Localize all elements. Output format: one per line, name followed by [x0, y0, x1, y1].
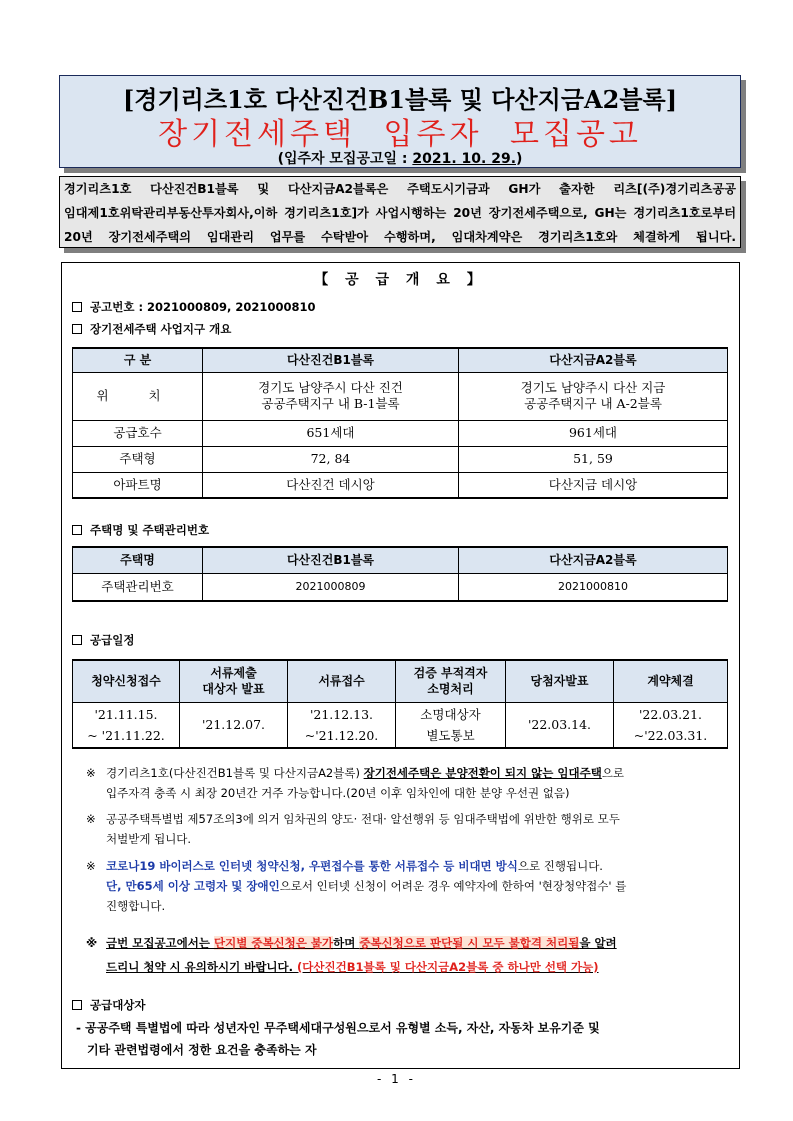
cell-verification: 소명대상자 별도통보: [396, 702, 506, 748]
note-2: ※ 공공주택특별법 제57조의3에 의거 임차권의 양도· 전대· 알선행위 등 임대주택법에 위반한 행위로 모두 처벌받게 됩니다.: [86, 809, 736, 849]
checkbox-square-icon: [72, 324, 82, 334]
row-label: 공급호수: [73, 420, 203, 446]
note-3: ※ 코로나19 바이러스로 인터넷 청약신청, 우편접수를 통한 서류접수 등 비대면 방식으로 진행됩니다. 단, 만65세 이상 고령자 및 장애인으로서 인터넷 신청이 어려운 경우 예약자에 한하여 '현장청약접수' 를 진행합니다.: [86, 856, 736, 916]
cell-doc-target: '21.12.07.: [180, 702, 288, 748]
intro-line-2: 임대제1호위탁관리부동산투자회사,이하 경기리츠1호]가 사업시행하는 20년 장기전세주택으로, GH는 경기리츠1호로부터: [64, 206, 736, 220]
supply-overview-box: [61, 262, 740, 1069]
highlight-no-conversion: 장기전세주택은 분양전환이 되지 않는 임대주택: [363, 766, 602, 780]
table-row: [73, 573, 728, 601]
note-bold-mark: ※: [86, 936, 98, 950]
row-label: 위 치: [73, 372, 203, 420]
cell-location-b1: 경기도 남양주시 다산 진건 공공주택지구 내 B-1블록: [203, 372, 459, 420]
table-row: [73, 702, 728, 748]
cell-id-a2: 2021000810: [459, 573, 728, 601]
title-line-2: 장기전세주택 입주자 모집공고: [158, 117, 642, 152]
overview-heading: 【 공 급 개 요 】: [314, 272, 487, 288]
section-title-project-overview: 장기전세주택 사업지구 개요: [72, 321, 231, 337]
section-title-schedule: 공급일정: [72, 632, 134, 648]
house-management-table: [72, 546, 728, 602]
row-label: 아파트명: [73, 472, 203, 498]
target-description: - 공공주택 특별법에 따라 성년자인 무주택세대구성원으로서 유형별 소득, 자산, 자동차 보유기준 및 기타 관련법령에서 정한 요건을 충족하는 자: [76, 1021, 600, 1057]
note-mark: ※: [86, 766, 96, 780]
table-header: 서류제출 대상자 발표: [180, 660, 288, 702]
intro-line-1: 경기리츠1호 다산진건B1블록 및 다산지금A2블록은 주택도시기금과 GH가 출자한 리츠[(주)경기리츠공공: [64, 182, 736, 196]
section-title-target: 공급대상자: [72, 997, 146, 1013]
highlight-elderly: 단, 만65세 이상 고령자 및 장애인: [106, 879, 280, 893]
cell-type-b1: 72, 84: [203, 446, 459, 472]
table-header: 다산지금A2블록: [459, 348, 728, 372]
cell-units-b1: 651세대: [203, 420, 459, 446]
section-title-house-id: 주택명 및 주택관리번호: [72, 522, 209, 538]
checkbox-square-icon: [72, 1000, 82, 1010]
highlight-disqualify: 중복신청으로 판단될 시 모두 불합격 처리됨: [359, 936, 580, 950]
date-prefix: (입주자 모집공고일 :: [277, 151, 413, 167]
title-line-1: [경기리츠1호 다산진건B1블록 및 다산지금A2블록]: [122, 85, 678, 114]
cell-apt-b1: 다산진건 데시앙: [203, 472, 459, 498]
table-row: [73, 420, 728, 446]
cell-winner: '22.03.14.: [506, 702, 614, 748]
table-header: 당첨자발표: [506, 660, 614, 702]
schedule-table: [72, 659, 728, 749]
checkbox-square-icon: [72, 525, 82, 535]
table-header: 계약체결: [614, 660, 728, 702]
cell-type-a2: 51, 59: [459, 446, 728, 472]
announcement-date-line: [60, 148, 740, 168]
row-label: 주택관리번호: [73, 573, 203, 601]
cell-id-b1: 2021000809: [203, 573, 459, 601]
table-row: [73, 372, 728, 420]
table-header: 다산진건B1블록: [203, 348, 459, 372]
page-number: - 1 -: [377, 1072, 416, 1086]
checkbox-square-icon: [72, 635, 82, 645]
date-suffix: ): [516, 151, 523, 167]
table-header: 다산진건B1블록: [203, 547, 459, 573]
note-mark: ※: [86, 859, 96, 873]
table-header: 주택명: [73, 547, 203, 573]
cell-units-a2: 961세대: [459, 420, 728, 446]
announcement-number: 공고번호 : 2021000809, 2021000810: [72, 299, 315, 315]
intro-box: [59, 176, 741, 248]
checkbox-square-icon: [72, 302, 82, 312]
announcement-date: 2021. 10. 29.: [412, 151, 517, 167]
cell-apt-a2: 다산지금 데시앙: [459, 472, 728, 498]
table-row: [73, 472, 728, 498]
table-header: 검증 부적격자 소명처리: [396, 660, 506, 702]
project-overview-table: [72, 347, 728, 499]
table-header: 구 분: [73, 348, 203, 372]
table-header: 청약신청접수: [73, 660, 180, 702]
title-box: [59, 75, 741, 168]
cell-doc-receipt: '21.12.13. ~'21.12.20.: [288, 702, 396, 748]
table-header: 서류접수: [288, 660, 396, 702]
row-label: 주택형: [73, 446, 203, 472]
highlight-no-duplicate: 단지별 중복신청은 불가: [214, 936, 334, 950]
cell-contract: '22.03.21. ~'22.03.31.: [614, 702, 728, 748]
highlight-select-one: (다산진건B1블록 및 다산지금A2블록 중 하나만 선택 가능): [297, 960, 599, 974]
table-header: 다산지금A2블록: [459, 547, 728, 573]
cell-location-a2: 경기도 남양주시 다산 지금 공공주택지구 내 A-2블록: [459, 372, 728, 420]
note-mark: ※: [86, 812, 96, 826]
note-1: ※ 경기리츠1호(다산진건B1블록 및 다산지금A2블록) 장기전세주택은 분양전환이 되지 않는 임대주택으로 입주자격 충족 시 최장 20년간 거주 가능합니다.(20년 이후 임차인에 대한 분양 우선권 없음): [86, 763, 736, 803]
note-4: ※ 금번 모집공고에서는 단지별 중복신청은 불가하며 중복신청으로 판단될 시 모두 불합격 처리됨을 알려 드리니 청약 시 유의하시기 바랍니다. (다산진건B1블록 및 다산지금A2블록 중 하나만 선택 가능): [86, 931, 736, 979]
intro-line-3: 20년 장기전세주택의 임대관리 업무를 수탁받아 수행하며, 임대차계약은 경기리츠1호와 체결하게 됩니다.: [64, 230, 736, 244]
cell-application: '21.11.15. ~ '21.11.22.: [73, 702, 180, 748]
highlight-non-contact: 코로나19 바이러스로 인터넷 청약신청, 우편접수를 통한 서류접수 등 비대면 방식: [106, 859, 518, 873]
table-row: [73, 446, 728, 472]
